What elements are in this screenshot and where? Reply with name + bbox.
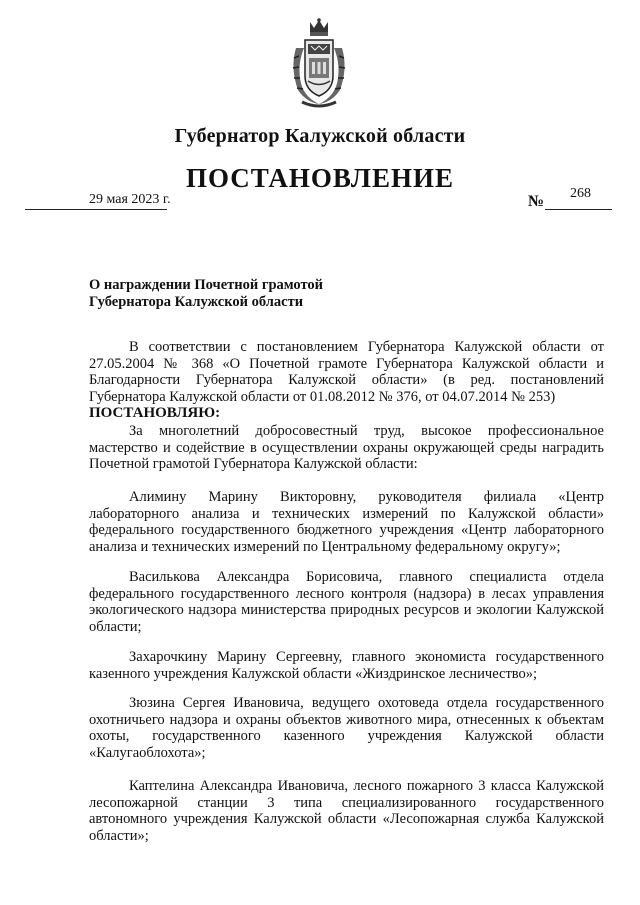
awardee-paragraph: Каптелина Александра Ивановича, лесного пожарного 3 класса Калужской лесопожарной станции 3 типа специализированного государственного автономного учреждения Калужской области «Лесопожарная служба Калужской области»; <box>89 778 604 845</box>
awardee-paragraph: Зюзина Сергея Ивановича, ведущего охотоведа отдела государственного охотничьего надзора и охраны объектов животного мира, отнесенных к объектам охоты, государственного казенного учреждения Калужской области «Калугаоблохота»; <box>89 695 604 762</box>
kaluga-coat-of-arms-icon <box>288 18 350 110</box>
number-underline <box>545 209 612 210</box>
decree-word: ПОСТАНОВЛЯЮ: <box>89 405 221 421</box>
number-label: № <box>528 193 545 210</box>
date-underline <box>25 209 167 210</box>
preamble-paragraph: В соответствии с постановлением Губернатора Калужской области от 27.05.2004 № 368 «О Почетной грамоте Губернатора Калужской области и Благодарности Губернатора Калужской области» (в ред. постановлений Губернатора Калужской области от 01.08.2012 № 376, от 04.07.2014 № 253) <box>89 339 604 406</box>
awardee-paragraph: Захарочкину Марину Сергеевну, главного экономиста государственного казенного учреждения Калужской области «Жиздринское лесничество»; <box>89 649 604 682</box>
document-subject <box>89 277 323 311</box>
subject-line-2: Губернатора Калужской области <box>89 294 304 310</box>
awardee-paragraph: Алимину Марину Викторовну, руководителя филиала «Центр лабораторного анализа и технических измерений по Калужской области» федерального государственного бюджетного учреждения «Центр лабораторного анализа и технических измерений по Центральному федеральному округу»; <box>89 489 604 556</box>
document-date: 29 мая 2023 г. <box>89 192 171 207</box>
organization-title: Губернатор Калужской области <box>174 125 466 147</box>
awardee-paragraph: Василькова Александра Борисовича, главного специалиста отдела федерального государственного лесного контроля (надзора) в лесах управления экологического надзора министерства природных ресурсов и экологии Калужской области; <box>89 569 604 636</box>
subject-line-1: О награждении Почетной грамотой <box>89 277 324 293</box>
intro-paragraph: За многолетний добросовестный труд, высокое профессиональное мастерство и содействие в осуществлении охраны окружающей среды наградить Почетной грамотой Губернатора Калужской области: <box>89 423 604 473</box>
document-type-title: ПОСТАНОВЛЕНИЕ <box>185 163 455 193</box>
document-number: 268 <box>570 186 591 201</box>
